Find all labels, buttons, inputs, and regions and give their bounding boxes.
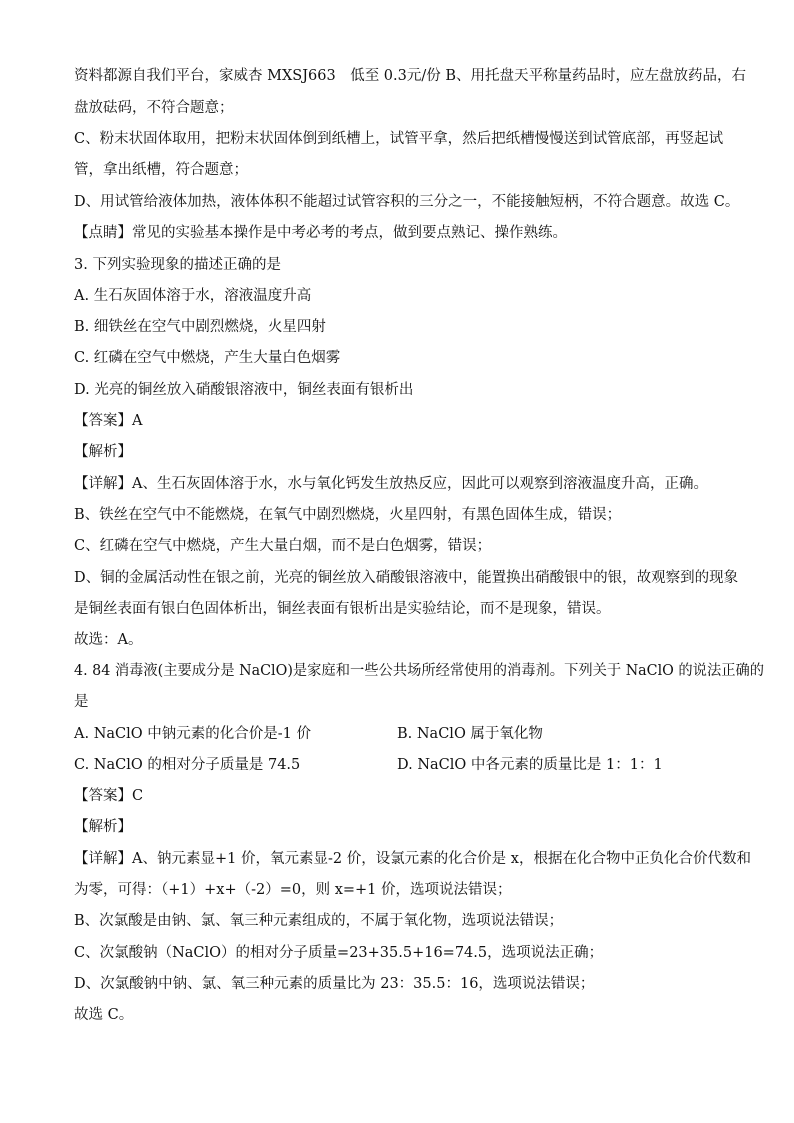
analysis-label: 【解析】	[74, 819, 132, 835]
answer-label: 【答案】C	[74, 788, 144, 804]
text-line: 为零，可得：（+1）+x+（-2）=0，则 x=+1 价，选项说法错误；	[74, 882, 512, 898]
text-line: D、用试管给液体加热，液体体积不能超过试管容积的三分之一，不能接触短柄，不符合题意。故选 C。	[74, 194, 740, 210]
text-line: 管，拿出纸槽，符合题意；	[74, 162, 248, 178]
question-4-option-d: D. NaClO 中各元素的质量比是 1：1：1	[397, 757, 663, 773]
question-3-option-c: C. 红磷在空气中燃烧，产生大量白色烟雾	[74, 350, 341, 366]
text-line: 资料都源自我们平台，家威杏 MXSJ663 低至 0.3元/份 B、用托盘天平称量药品时，应左盘放药品，右	[74, 68, 747, 84]
text-line: 故选：A。	[74, 632, 143, 648]
text-line: 【详解】A、钠元素显+1 价，氧元素显-2 价，设氯元素的化合价是 x，根据在化合物中正负化合价代数和	[74, 851, 751, 867]
text-line: B、铁丝在空气中不能燃烧，在氧气中剧烈燃烧，火星四射，有黑色固体生成，错误；	[74, 507, 622, 523]
text-line: C、粉末状固体取用，把粉末状固体倒到纸槽上，试管平拿，然后把纸槽慢慢送到试管底部，再竖起试	[74, 131, 724, 147]
text-line: D、次氯酸钠中钠、氯、氧三种元素的质量比为 23：35.5：16，选项说法错误；	[74, 976, 595, 992]
text-line: 【详解】A、生石灰固体溶于水，水与氧化钙发生放热反应，因此可以观察到溶液温度升高，正确。	[74, 476, 708, 492]
question-4-option-a: A. NaClO 中钠元素的化合价是-1 价	[74, 726, 311, 742]
text-line: C、红磷在空气中燃烧，产生大量白烟，而不是白色烟雾，错误；	[74, 538, 492, 554]
question-3-option-b: B. 细铁丝在空气中剧烈燃烧，火星四射	[74, 319, 326, 335]
text-line: C、次氯酸钠（NaClO）的相对分子质量=23+35.5+16=74.5，选项说法正确；	[74, 945, 604, 961]
text-line: D、铜的金属活动性在银之前，光亮的铜丝放入硝酸银溶液中，能置换出硝酸银中的银，故观察到的现象	[74, 570, 739, 586]
question-3-option-a: A. 生石灰固体溶于水，溶液温度升高	[74, 288, 312, 304]
text-line: 故选 C。	[74, 1007, 134, 1023]
text-line: B、次氯酸是由钠、氯、氧三种元素组成的，不属于氧化物，选项说法错误；	[74, 913, 564, 929]
text-line: 是铜丝表面有银白色固体析出，铜丝表面有银析出是实验结论，而不是现象，错误。	[74, 601, 611, 617]
question-4-stem: 4. 84 消毒液(主要成分是 NaClO)是家庭和一些公共场所经常使用的消毒剂。下列关于 NaClO 的说法正确的	[74, 663, 765, 679]
question-4-option-c: C. NaClO 的相对分子质量是 74.5	[74, 757, 301, 773]
tip-line: 【点睛】常见的实验基本操作是中考必考的考点，做到要点熟记、操作熟练。	[74, 225, 567, 241]
question-3-stem: 3. 下列实验现象的描述正确的是	[74, 257, 281, 273]
analysis-label: 【解析】	[74, 444, 132, 460]
question-3-option-d: D. 光亮的铜丝放入硝酸银溶液中，铜丝表面有银析出	[74, 382, 414, 398]
question-4-option-b: B. NaClO 属于氧化物	[397, 726, 543, 742]
text-line: 盘放砝码，不符合题意；	[74, 100, 234, 116]
answer-label: 【答案】A	[74, 413, 143, 429]
question-4-stem: 是	[74, 694, 89, 710]
